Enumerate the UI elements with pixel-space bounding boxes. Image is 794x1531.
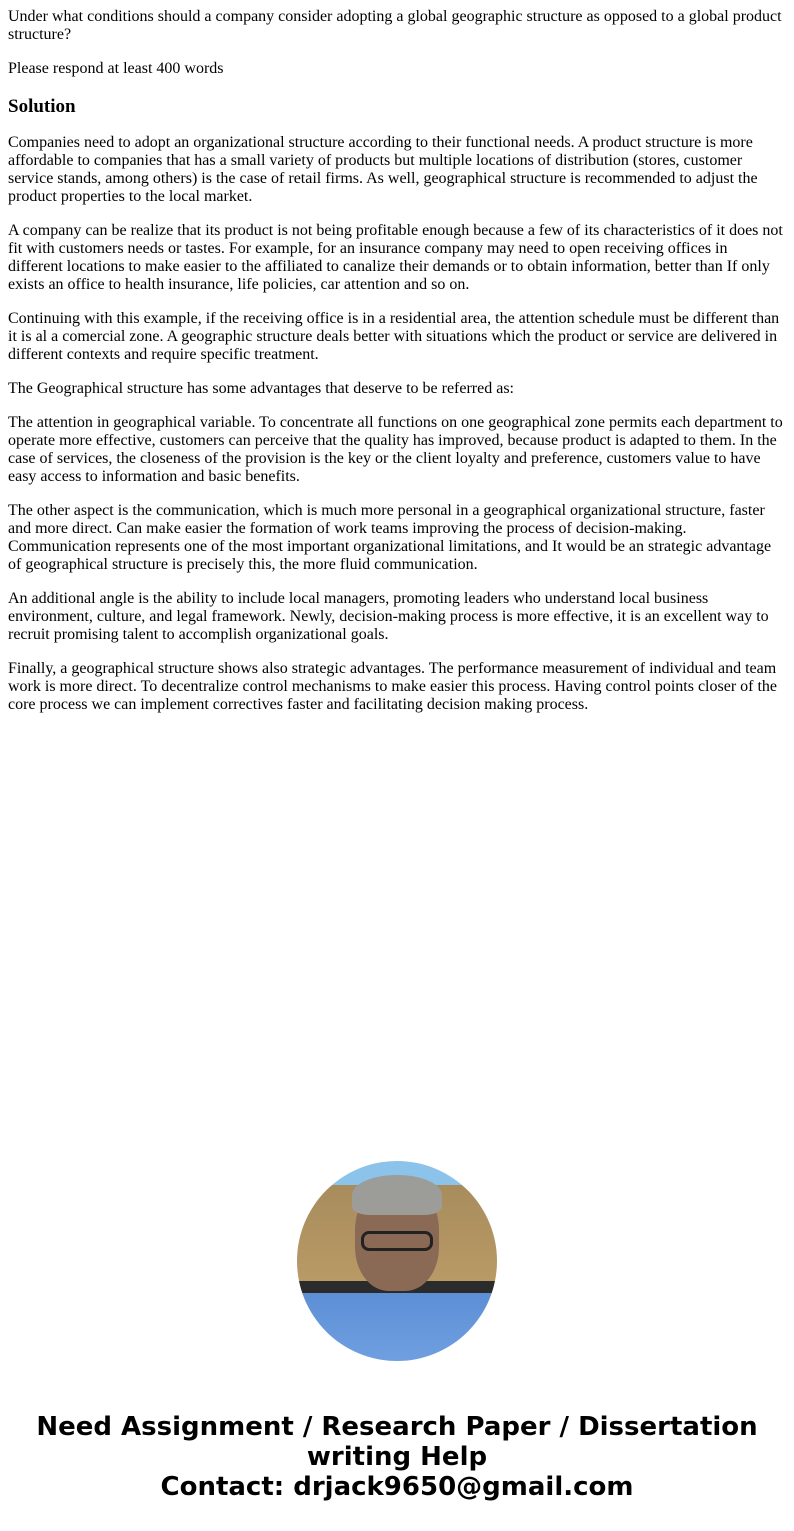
instruction-text: Please respond at least 400 words [8, 60, 224, 77]
photo-hair [352, 1175, 442, 1215]
paragraph: A company can be realize that its product is not being profitable enough because a few of its characteristics of it does not fit with customers needs or tastes. For example, for an insurance company may need to open receiving offices in different locations to make easier to the affiliated to canalize their demands or to obtain information, better than If only exists an office to health insurance, life policies, car attention and so on. [8, 222, 783, 293]
document [0, 8, 794, 714]
paragraph: Continuing with this example, if the receiving office is in a residential area, the attention schedule must be different than it is al a comercial zone. A geographic structure deals better with situations which the product or service are delivered in different contexts and require specific treatment. [8, 310, 780, 363]
paragraph: The Geographical structure has some advantages that deserve to be referred as: [8, 380, 514, 397]
contact-banner [0, 1412, 794, 1502]
banner-line-1: Need Assignment / Research Paper / Dissertation [36, 1412, 758, 1442]
author-photo [297, 1161, 497, 1361]
banner-contact: Contact: drjack9650@gmail.com [160, 1472, 634, 1502]
photo-glasses [361, 1231, 433, 1251]
paragraph: The other aspect is the communication, which is much more personal in a geographical organizational structure, faster and more direct. Can make easier the formation of work teams improving the process of decision-making. Communication represents one of the most important organizational limitations, and It would be an strategic advantage of geographical structure is precisely this, the more fluid communication. [8, 502, 772, 573]
question-text: Under what conditions should a company consider adopting a global geographic structure as opposed to a global product structure? [8, 8, 782, 43]
paragraph: An additional angle is the ability to include local managers, promoting leaders who understand local business environment, culture, and legal framework. Newly, decision-making process is more effective, it is an excellent way to recruit promising talent to accomplish organizational goals. [8, 590, 769, 643]
paragraph: Companies need to adopt an organizational structure according to their functional needs. A product structure is more affordable to companies that has a small variety of products but multiple locations of distribution (stores, customer service stands, among others) is the case of retail firms. As well, geographical structure is recommended to adjust the product properties to the local market. [8, 134, 758, 205]
paragraph: Finally, a geographical structure shows also strategic advantages. The performance measurement of individual and team work is more direct. To decentralize control mechanisms to make easier this process. Having control points closer of the core process we can implement correctives faster and facilitating decision making process. [8, 660, 778, 713]
paragraph: The attention in geographical variable. To concentrate all functions on one geographical zone permits each department to operate more effective, customers can perceive that the quality has improved, because product is adapted to them. In the case of services, the closeness of the provision is the key or the client loyalty and preference, customers value to have easy access to information and basic benefits. [8, 414, 783, 485]
banner-line-2: writing Help [306, 1442, 488, 1472]
solution-heading: Solution [8, 96, 76, 117]
